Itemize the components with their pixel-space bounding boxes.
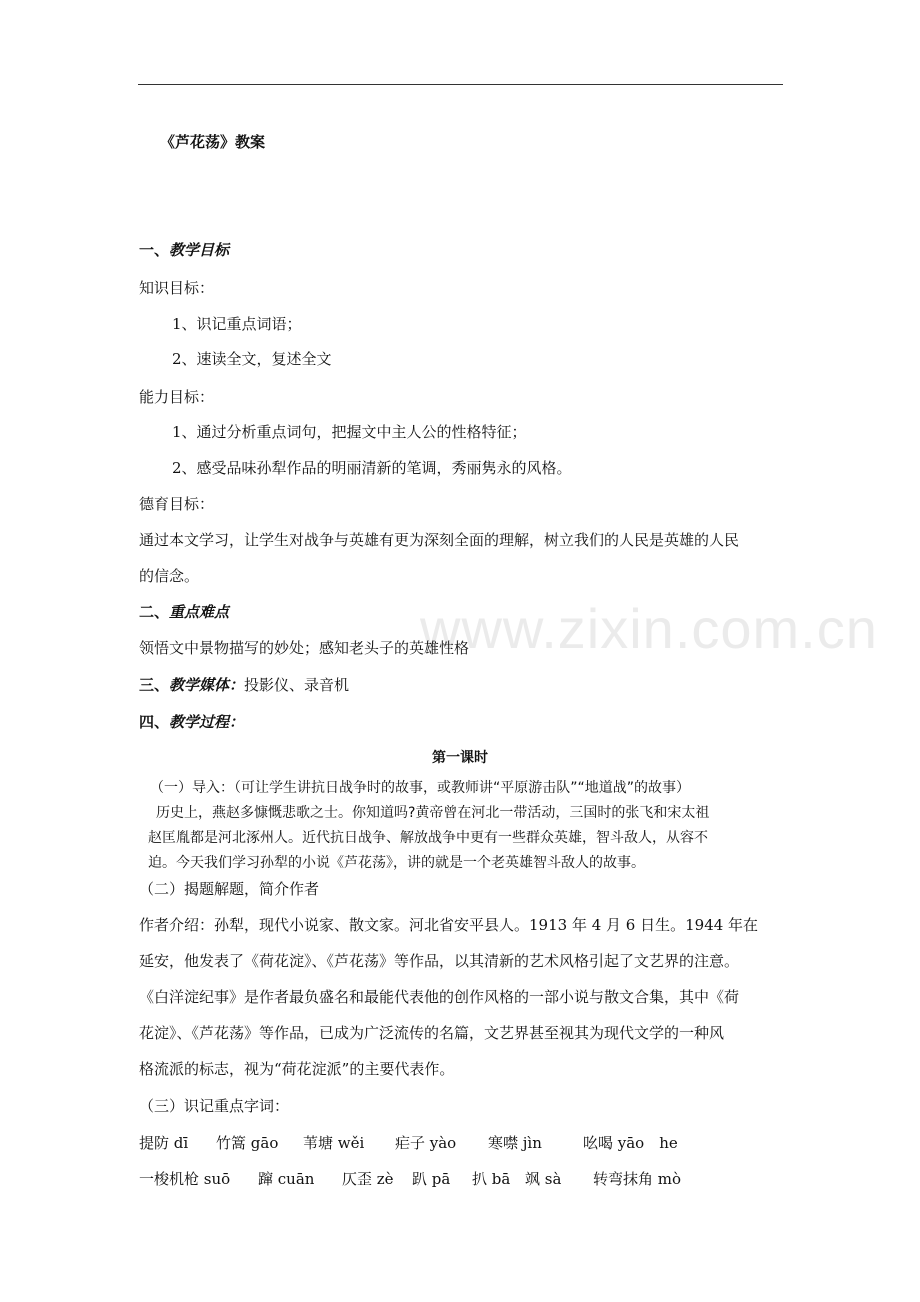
watermark: www.zixin.com.cn: [420, 597, 878, 660]
vocab-word: 仄歪 zè: [342, 1170, 394, 1188]
vocab-word: 提防 dī: [139, 1134, 189, 1152]
moral-text: 通过本文学习，让学生对战争与英雄有更为深刻全面的理解，树立我们的人民是英雄的人民: [139, 531, 740, 549]
knowledge-item: 2、速读全文，复述全文: [172, 350, 332, 368]
header-rule: [138, 84, 783, 85]
author-text: 《白洋淀纪事》是作者最负盛名和最能代表他的创作风格的一部小说与散文合集，其中《荷: [139, 988, 740, 1006]
section-heading-process: 四、教学过程：: [139, 713, 245, 731]
subsection-vocabulary: （三）识记重点字词：: [139, 1097, 290, 1115]
vocab-word: 苇塘 wěi: [303, 1134, 365, 1152]
knowledge-label: 知识目标：: [139, 279, 215, 297]
moral-text: 的信念。: [139, 567, 200, 585]
knowledge-item: 1、识记重点词语；: [172, 315, 302, 333]
vocab-word: 趴 pā: [412, 1170, 451, 1188]
vocab-word: 扒 bā: [472, 1170, 511, 1188]
author-text: 延安，他发表了《荷花淀》、《芦花荡》等作品，以其清新的艺术风格引起了文艺界的注意。: [139, 952, 740, 970]
ability-label: 能力目标：: [139, 388, 215, 406]
difficulty-text: 领悟文中景物描写的妙处；感知老头子的英雄性格: [139, 639, 470, 657]
lesson-title: 第一课时: [432, 750, 488, 766]
vocab-word: 蹿 cuān: [258, 1170, 315, 1188]
vocab-row-2: [0, 1168, 920, 1188]
ability-item: 1、通过分析重点词句，把握文中主人公的性格特征；: [172, 423, 527, 441]
vocab-row-1: [0, 1132, 920, 1152]
section-heading-difficulty: 二、重点难点: [139, 603, 230, 621]
subsection-author: （二）揭题解题，简介作者: [139, 880, 320, 898]
vocab-word: 飒 sà: [525, 1170, 562, 1188]
vocab-word: 竹篙 gāo: [216, 1134, 279, 1152]
intro-text: 赵匡胤都是河北涿州人。近代抗日战争、解放战争中更有一些群众英雄，智斗敌人，从容不: [148, 830, 708, 846]
intro-text: （一）导入：（可让学生讲抗日战争时的故事，或教师讲“平原游击队”“地道战”的故事）: [150, 780, 691, 796]
ability-item: 2、感受品味孙犁作品的明丽清新的笔调，秀丽隽永的风格。: [172, 459, 572, 477]
vocab-word: 吆喝 yāo he: [583, 1134, 678, 1152]
author-text: 作者介绍：孙犁，现代小说家、散文家。河北省安平县人。1913 年 4 月 6 日生。1944 年在: [139, 916, 759, 934]
vocab-word: 寒噤 jìn: [488, 1134, 542, 1152]
section-heading-media: 三、教学媒体：投影仪、录音机: [139, 676, 350, 694]
intro-text: 历史上，燕赵多慷慨悲歌之士。你知道吗?黄帝曾在河北一带活动，三国时的张飞和宋太祖: [156, 805, 710, 821]
vocab-word: 转弯抹角 mò: [593, 1170, 682, 1188]
author-text: 格流派的标志，视为“荷花淀派”的主要代表作。: [139, 1060, 455, 1078]
section-heading-objectives: 一、教学目标: [139, 241, 230, 259]
moral-label: 德育目标：: [139, 495, 215, 513]
vocab-word: 一梭机枪 suō: [139, 1170, 231, 1188]
document-title: 《芦花荡》教案: [160, 133, 266, 151]
intro-text: 迫。今天我们学习孙犁的小说《芦花荡》，讲的就是一个老英雄智斗敌人的故事。: [148, 855, 645, 871]
author-text: 花淀》、《芦花荡》等作品，已成为广泛流传的名篇，文艺界甚至视其为现代文学的一种风: [139, 1024, 725, 1042]
vocab-word: 疟子 yào: [395, 1134, 457, 1152]
